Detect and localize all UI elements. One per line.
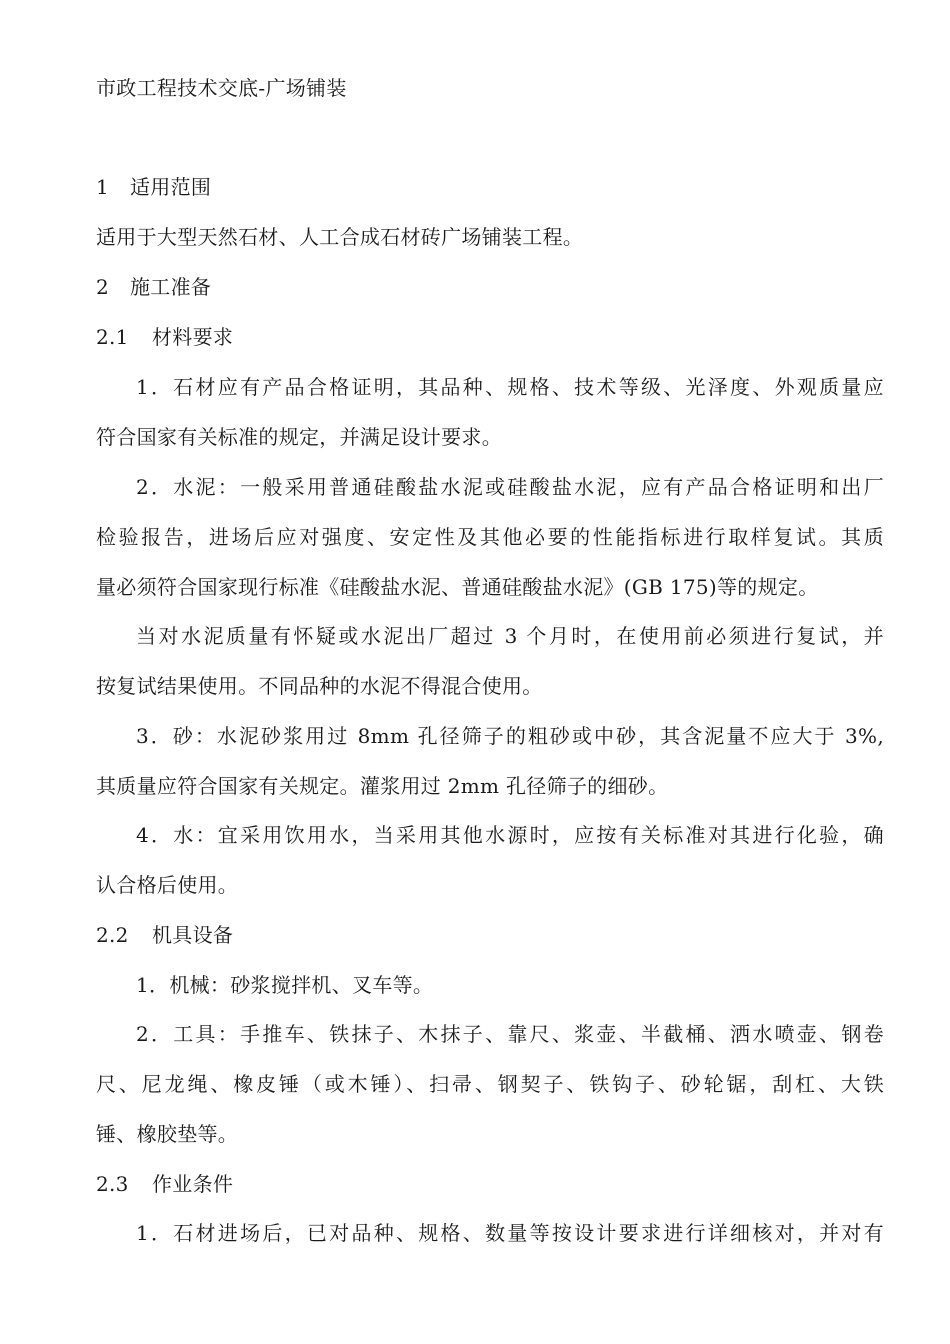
paragraph-line: 锤、橡胶垫等。 [96, 1122, 239, 1146]
paragraph-line: 当对水泥质量有怀疑或水泥出厂超过 3 个月时，在使用前必须进行复试，并 [136, 624, 884, 648]
paragraph-line: 其质量应符合国家有关规定。灌浆用过 2mm 孔径筛子的细砂。 [96, 774, 669, 798]
paragraph-line: 3．砂：水泥砂浆用过 8mm 孔径筛子的粗砂或中砂，其含泥量不应大于 3%, [136, 724, 884, 748]
section-number: 1 [96, 175, 110, 199]
paragraph-line: 4．水：宜采用饮用水，当采用其他水源时，应按有关标准对其进行化验，确 [136, 823, 884, 847]
section-2-heading [96, 275, 884, 299]
section-title: 适用范围 [130, 175, 212, 199]
paragraph-line: 2．水泥：一般采用普通硅酸盐水泥或硅酸盐水泥，应有产品合格证明和出厂 [136, 475, 884, 499]
section-2-1-heading [96, 325, 884, 349]
paragraph-line: 符合国家有关标准的规定，并满足设计要求。 [96, 425, 502, 449]
section-title: 作业条件 [152, 1172, 234, 1196]
section-number: 2.3 [96, 1172, 129, 1196]
section-number: 2.2 [96, 923, 129, 947]
paragraph-line: 尺、尼龙绳、橡皮锤（或木锤）、扫帚、钢契子、铁钩子、砂轮锯，刮杠、大铁 [96, 1072, 884, 1096]
paragraph-line: 认合格后使用。 [96, 873, 239, 897]
paragraph-line: 1．石材进场后，已对品种、规格、数量等按设计要求进行详细核对，并对有 [136, 1221, 884, 1245]
section-title: 机具设备 [152, 923, 234, 947]
section-1-heading [96, 175, 884, 199]
section-title: 材料要求 [152, 325, 234, 349]
document-title: 市政工程技术交底-广场铺装 [96, 76, 347, 100]
section-2-2-heading [96, 923, 884, 947]
section-title: 施工准备 [130, 275, 212, 299]
section-number: 2 [96, 275, 110, 299]
paragraph: 适用于大型天然石材、人工合成石材砖广场铺装工程。 [96, 225, 584, 249]
section-number: 2.1 [96, 325, 129, 349]
paragraph-line: 按复试结果使用。不同品种的水泥不得混合使用。 [96, 674, 543, 698]
paragraph-line: 1．石材应有产品合格证明，其品种、规格、技术等级、光泽度、外观质量应 [136, 375, 884, 399]
paragraph-line: 1．机械：砂浆搅拌机、叉车等。 [136, 973, 434, 997]
paragraph-line: 2．工具：手推车、铁抹子、木抹子、靠尺、浆壶、半截桶、洒水喷壶、钢卷 [136, 1022, 884, 1046]
paragraph-line: 检验报告，进场后应对强度、安定性及其他必要的性能指标进行取样复试。其质 [96, 525, 884, 549]
section-2-3-heading [96, 1172, 884, 1196]
paragraph-line: 量必须符合国家现行标准《硅酸盐水泥、普通硅酸盐水泥》(GB 175)等的规定。 [96, 575, 819, 599]
